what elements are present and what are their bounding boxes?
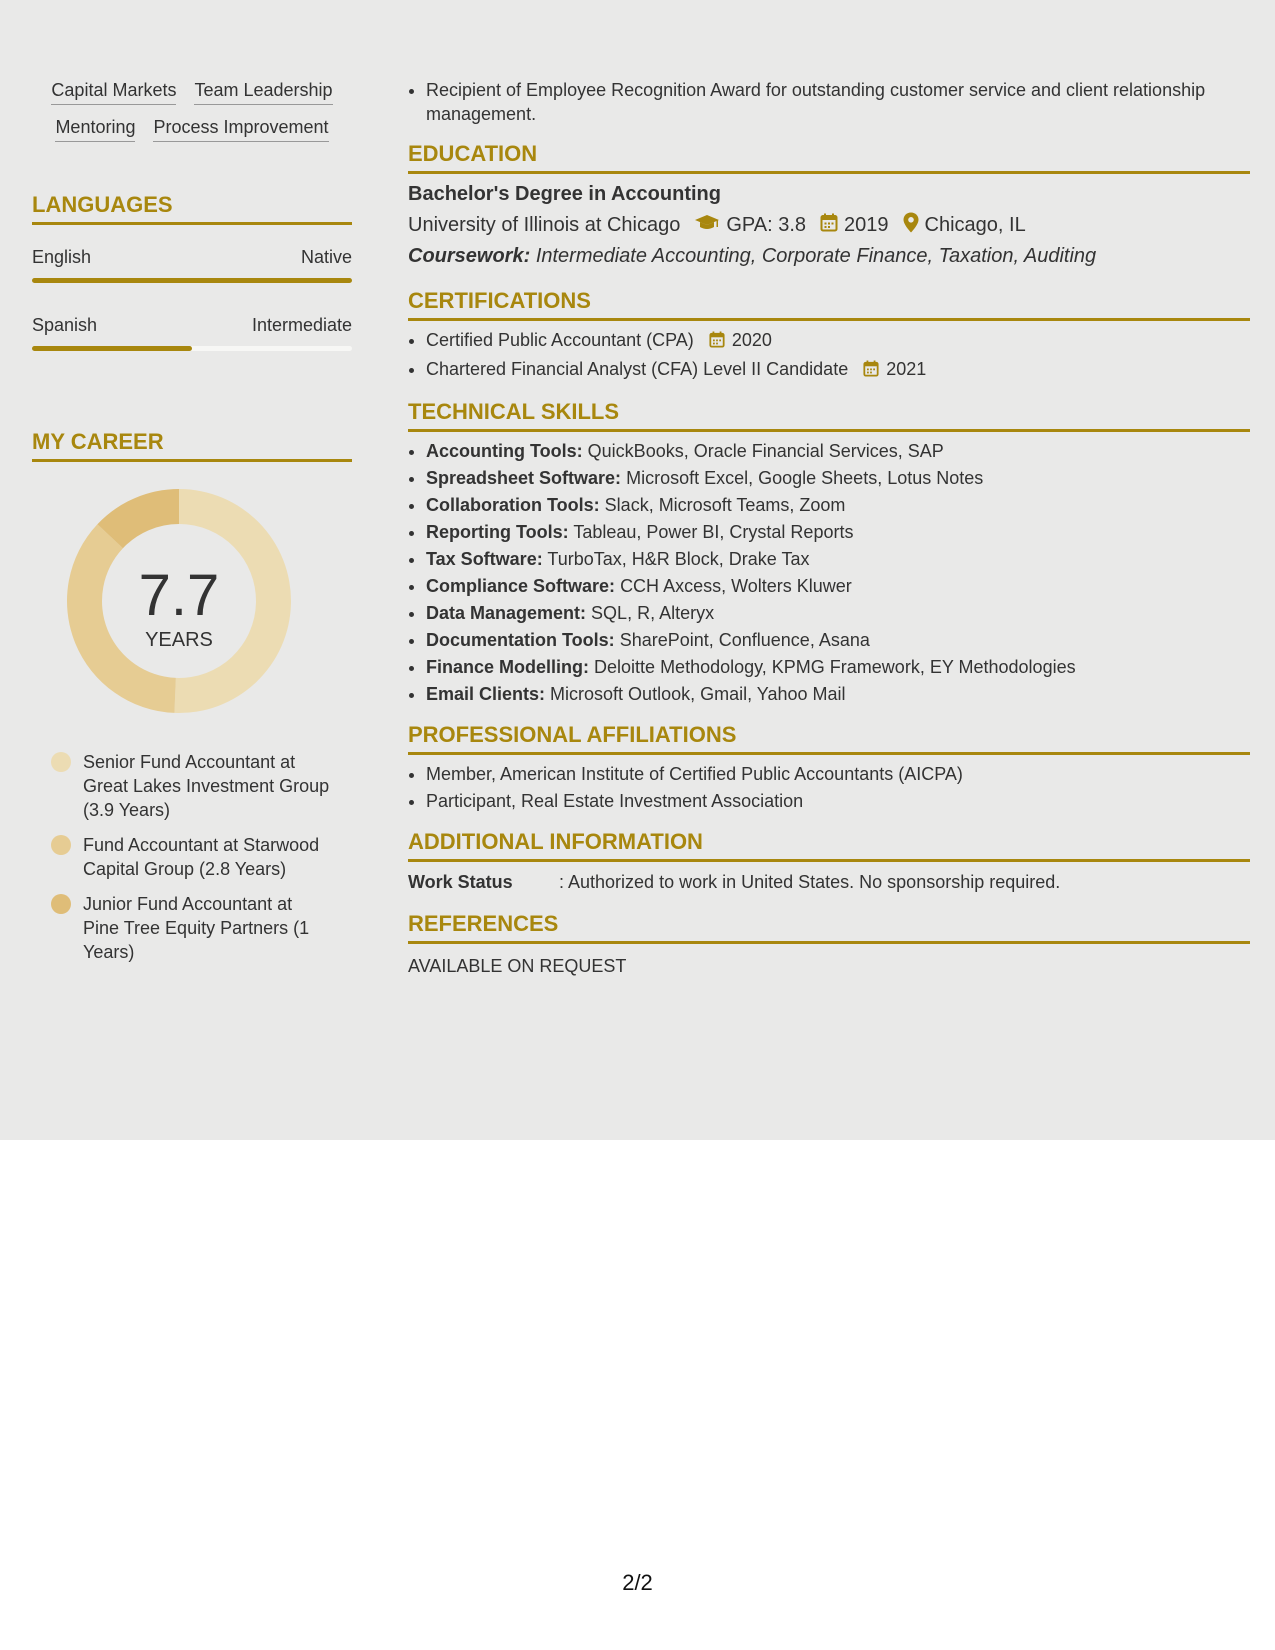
certification-item [426, 356, 1250, 385]
career-legend-item [51, 892, 331, 964]
language-name: English [32, 247, 92, 267]
coursework-list: Intermediate Accounting, Corporate Finance, Taxation, Auditing [535, 245, 1097, 267]
school-location: Chicago, IL [924, 214, 1026, 236]
certification-item [426, 327, 1250, 356]
technical-skill-item [426, 573, 1250, 600]
certifications-list [408, 327, 1250, 385]
technical-skills-section [408, 399, 1250, 708]
language-name: Spanish [32, 315, 98, 335]
skill-value: Microsoft Outlook, Gmail, Yahoo Mail [550, 684, 846, 704]
technical-skill-item [426, 627, 1250, 654]
references-section [408, 911, 1250, 977]
technical-skill-item [426, 546, 1250, 573]
skill-label: Data Management: [426, 603, 587, 623]
technical-skill-item [426, 600, 1250, 627]
skill-label: Reporting Tools: [426, 522, 569, 542]
calendar-icon [863, 358, 879, 385]
technical-skill-item [426, 681, 1250, 708]
skill-label: Email Clients: [426, 684, 546, 704]
legend-label: Fund Accountant at Starwood Capital Group (2.8 Years) [83, 835, 320, 879]
award-list [408, 78, 1250, 126]
career-total: 7.7 [138, 563, 220, 628]
education-heading: EDUCATION [408, 141, 1250, 174]
technical-skill-item [426, 438, 1250, 465]
skill-value: QuickBooks, Oracle Financial Services, SAP [587, 441, 944, 461]
gpa: GPA: 3.8 [726, 214, 807, 236]
skill-label: Tax Software: [426, 549, 543, 569]
work-status-label: Work Status [408, 872, 513, 892]
skill-label: Spreadsheet Software: [426, 468, 622, 488]
certification-name: Chartered Financial Analyst (CFA) Level II Candidate [426, 359, 849, 379]
graduation-year: 2019 [844, 214, 889, 236]
legend-label: Senior Fund Accountant at Great Lakes Investment Group (3.9 Years) [83, 752, 330, 820]
technical-skills-heading: TECHNICAL SKILLS [408, 399, 1250, 432]
affiliations-heading: PROFESSIONAL AFFILIATIONS [408, 722, 1250, 755]
work-status-row [408, 872, 1250, 893]
skill-label: Accounting Tools: [426, 441, 583, 461]
career-section [32, 429, 352, 964]
skill-value: Microsoft Excel, Google Sheets, Lotus Notes [626, 468, 984, 488]
page-number: 2/2 [622, 1570, 653, 1595]
skill-label: Documentation Tools: [426, 630, 615, 650]
skill-value: SQL, R, Alteryx [591, 603, 715, 623]
skill-value: Tableau, Power BI, Crystal Reports [573, 522, 854, 542]
language-level: Native [300, 247, 352, 267]
additional-info-section [408, 829, 1250, 893]
skill-label: Compliance Software: [426, 576, 616, 596]
affiliation-item: • Participant, Real Estate Investment Association [426, 788, 1250, 815]
work-status-value: : Authorized to work in United States. No sponsorship required. [559, 872, 1061, 892]
affiliations-list [408, 761, 1250, 815]
languages-section [32, 192, 352, 351]
skill-label: Finance Modelling: [426, 657, 590, 677]
legend-label: Junior Fund Accountant at Pine Tree Equity Partners (1 Years) [83, 894, 310, 962]
certification-year: 2020 [731, 330, 772, 350]
career-unit: YEARS [145, 629, 213, 651]
graduation-cap-icon [694, 214, 720, 238]
skill-value: Slack, Microsoft Teams, Zoom [604, 495, 846, 515]
career-legend [32, 750, 331, 964]
legend-dot [51, 835, 71, 855]
language-english [32, 247, 352, 283]
skill-tag: Mentoring [55, 117, 135, 142]
certifications-heading: CERTIFICATIONS [408, 288, 1250, 321]
language-spanish [32, 315, 352, 351]
degree-title: Bachelor's Degree in Accounting [408, 183, 721, 205]
career-legend-item [51, 750, 331, 822]
map-pin-icon [903, 212, 919, 239]
coursework [408, 245, 1250, 268]
language-bar [32, 278, 352, 283]
skill-value: Deloitte Methodology, KPMG Framework, EY Methodologies [594, 657, 1076, 677]
career-donut-chart [32, 462, 352, 722]
legend-dot [51, 894, 71, 914]
skill-tags [32, 80, 352, 142]
certification-name: Certified Public Accountant (CPA) [426, 330, 694, 350]
coursework-label: Coursework: [408, 245, 531, 267]
technical-skill-item [426, 465, 1250, 492]
career-legend-item [51, 833, 331, 881]
skill-tag: Process Improvement [153, 117, 328, 142]
language-bar-fill [32, 346, 192, 351]
language-level: Intermediate [251, 315, 352, 335]
school-name: University of Illinois at Chicago [408, 214, 681, 236]
certifications-section [408, 288, 1250, 385]
calendar-icon [709, 329, 725, 356]
education-section [408, 141, 1250, 268]
education-details [408, 212, 1250, 239]
skill-value: CCH Axcess, Wolters Kluwer [620, 576, 852, 596]
certification-year: 2021 [886, 359, 927, 379]
technical-skill-item [426, 519, 1250, 546]
references-heading: REFERENCES [408, 911, 1250, 944]
affiliation-item: • Member, American Institute of Certified Public Accountants (AICPA) [426, 761, 1250, 788]
skill-label: Collaboration Tools: [426, 495, 600, 515]
award-item: • Recipient of Employee Recognition Award for outstanding customer service and client relationship management. [426, 78, 1250, 126]
technical-skill-item [426, 654, 1250, 681]
legend-dot [51, 752, 71, 772]
technical-skill-item [426, 492, 1250, 519]
language-bar-fill [32, 278, 352, 283]
additional-info-heading: ADDITIONAL INFORMATION [408, 829, 1250, 862]
career-heading: MY CAREER [32, 429, 352, 462]
skill-tag: Team Leadership [194, 80, 332, 105]
left-column [32, 80, 352, 975]
skill-tag: Capital Markets [51, 80, 176, 105]
technical-skills-list [408, 438, 1250, 708]
languages-heading: LANGUAGES [32, 192, 352, 225]
skill-value: SharePoint, Confluence, Asana [619, 630, 870, 650]
affiliations-section [408, 722, 1250, 815]
skill-value: TurboTax, H&R Block, Drake Tax [547, 549, 810, 569]
calendar-icon [820, 213, 838, 238]
language-bar [32, 346, 352, 351]
references-text: AVAILABLE ON REQUEST [408, 956, 627, 976]
right-column [408, 78, 1250, 977]
